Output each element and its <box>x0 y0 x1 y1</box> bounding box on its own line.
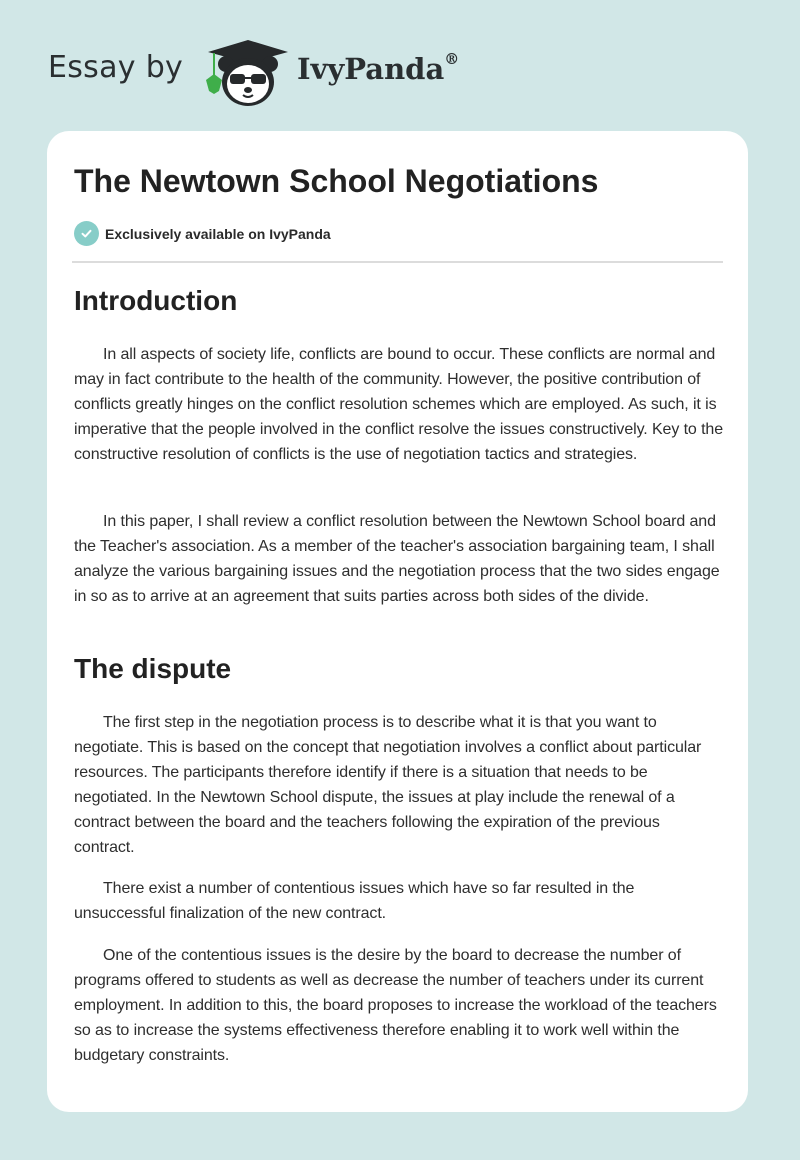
essay-card <box>47 131 748 1112</box>
exclusive-badge <box>74 221 331 246</box>
paragraph: In all aspects of society life, conflicts are bound to occur. These conflicts are normal and may in fact contribute to the health of the community. However, the positive contribution of conflicts greatly hinges on the conflict resolution schemes which are employed. As such, it is imperative that the people involved in the conflict resolve the issues constructively. Key to the constructive resolution of conflicts is the use of negotiation tactics and strategies. <box>74 346 724 463</box>
essay-by-label: Essay by <box>48 50 184 85</box>
title-divider <box>72 261 723 263</box>
page-title: The Newtown School Negotiations <box>74 163 599 199</box>
badge-text: Exclusively available on IvyPanda <box>105 225 331 242</box>
paragraph: The first step in the negotiation process is to describe what it is that you want to negotiate. This is based on the concept that negotiation involves a conflict about particular resources. The participants therefore identify if there is a situation that needs to be negotiated. In the Newtown School dispute, the issues at play include the renewal of a contract between the board and the teachers following the expiration of the previous contract. <box>74 714 702 856</box>
brand-name[interactable] <box>297 52 459 86</box>
check-circle-icon <box>74 221 99 246</box>
panda-graduation-cap-icon[interactable] <box>200 36 292 108</box>
section-heading-introduction: Introduction <box>74 285 238 316</box>
paragraph: There exist a number of contentious issues which have so far resulted in the unsuccessful finalization of the new contract. <box>74 880 635 922</box>
brand-text: IvyPanda <box>297 52 445 86</box>
section-heading-dispute: The dispute <box>74 653 232 684</box>
registered-mark: ® <box>444 50 460 69</box>
paragraph: In this paper, I shall review a conflict resolution between the Newtown School board and the Teacher's association. As a member of the teacher's association bargaining team, I shall analyze the various bargaining issues and the negotiation process that the two sides engage in so as to arrive at an agreement that suits parties across both sides of the divide. <box>74 513 720 605</box>
paragraph: One of the contentious issues is the desire by the board to decrease the number of programs offered to students as well as decrease the number of teachers under its current employment. In addition to this, the board proposes to increase the workload of the teachers so as to increase the systems effectiveness therefore enabling it to work well within the budgetary constraints. <box>74 947 717 1064</box>
site-header <box>0 0 800 130</box>
